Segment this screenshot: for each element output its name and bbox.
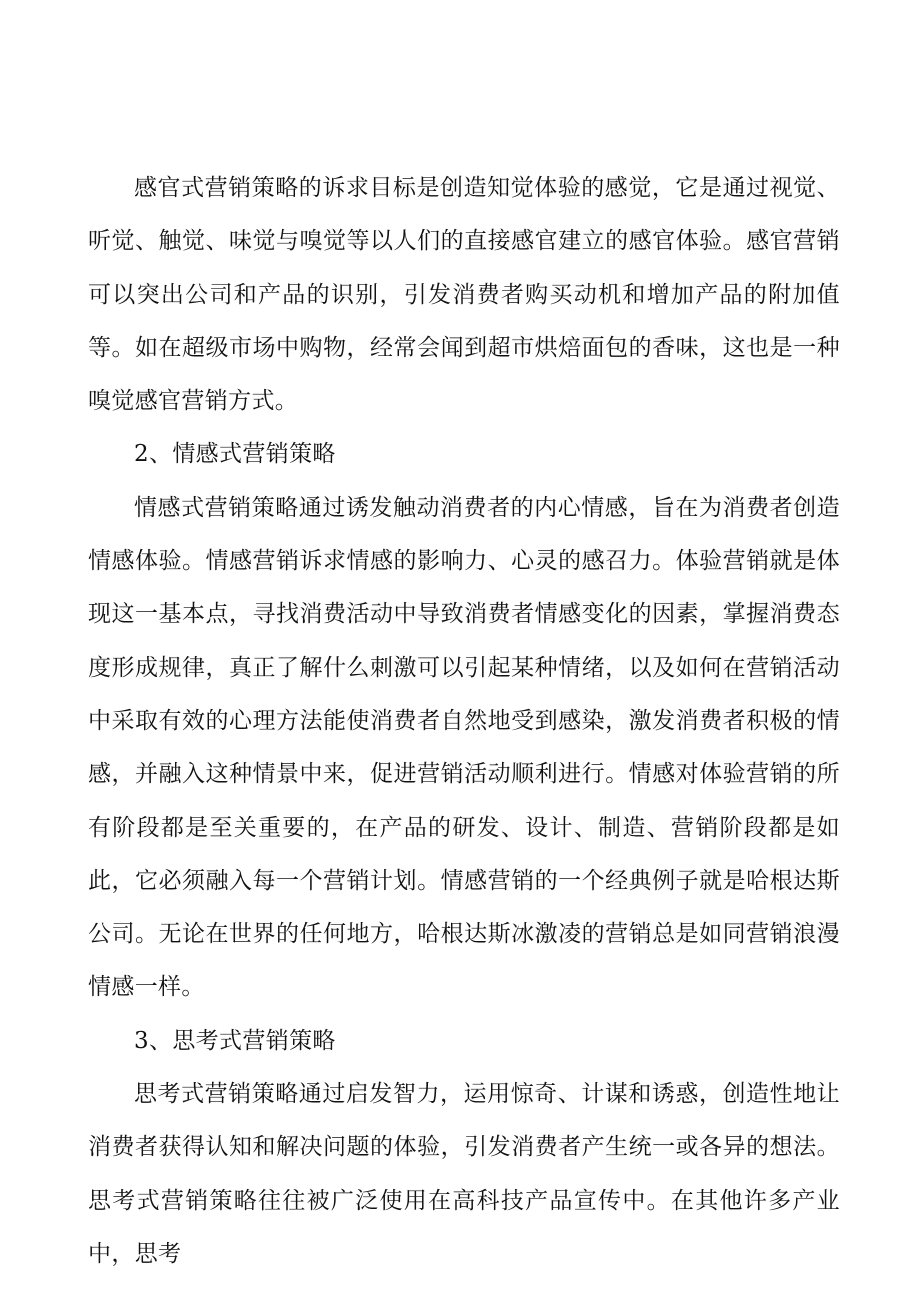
paragraph-sensory-marketing: 感官式营销策略的诉求目标是创造知觉体验的感觉，它是通过视觉、听觉、触觉、味觉与嗅觉等以人们的直接感官建立的感官体验。感官营销可以突出公司和产品的识别，引发消费者购买动机和增加产品的附加值等。如在超级市场中购物，经常会闻到超市烘焙面包的香味，这也是一种嗅觉感官营销方式。 bbox=[88, 175, 840, 415]
paragraph-thinking-marketing: 思考式营销策略通过启发智力，运用惊奇、计谋和诱惑，创造性地让消费者获得认知和解决问题的体验，引发消费者产生统一或各异的想法。思考式营销策略往往被广泛使用在高科技产品宣传中。在其他许多产业中，思考 bbox=[88, 1081, 840, 1267]
paragraph-emotional-marketing: 情感式营销策略通过诱发触动消费者的内心情感，旨在为消费者创造情感体验。情感营销诉求情感的影响力、心灵的感召力。体验营销就是体现这一基本点，寻找消费活动中导致消费者情感变化的因素，掌握消费态度形成规律，真正了解什么刺激可以引起某种情绪，以及如何在营销活动中采取有效的心理方法能使消费者自然地受到感染，激发消费者积极的情感，并融入这种情景中来，促进营销活动顺利进行。情感对体验营销的所有阶段都是至关重要的，在产品的研发、设计、制造、营销阶段都是如此，它必须融入每一个营销计划。情感营销的一个经典例子就是哈根达斯公司。无论在世界的任何地方，哈根达斯冰激凌的营销总是如同营销浪漫情感一样。 bbox=[88, 494, 840, 1001]
heading-emotional-marketing: 2、情感式营销策略 bbox=[134, 441, 336, 468]
heading-thinking-marketing: 3、思考式营销策略 bbox=[134, 1027, 336, 1054]
document-body bbox=[88, 162, 840, 1281]
